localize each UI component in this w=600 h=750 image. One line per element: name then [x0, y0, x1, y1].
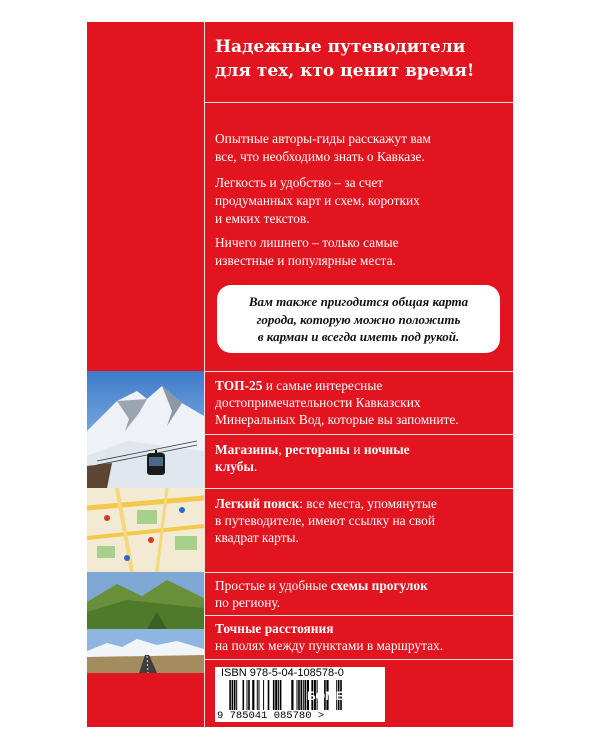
vertical-divider [204, 22, 205, 727]
barcode-bar [303, 680, 304, 710]
barcode-bar [247, 680, 248, 710]
feature-text: достопримечательности Кавказских [215, 395, 421, 410]
feature-text: по региону. [215, 595, 281, 610]
divider-headline [204, 102, 513, 103]
feature-bold: Точные расстояния [215, 621, 334, 636]
feature-text: квадрат карты. [215, 530, 299, 545]
feature-bold: ТОП-25 [215, 378, 263, 393]
intro-paragraph-1 [215, 130, 431, 166]
feature-bold: клубы [215, 459, 254, 474]
divider [204, 615, 513, 616]
barcode-bar [259, 680, 260, 710]
barcode-number: 9 785041 085780 > [217, 710, 325, 722]
feature-top25 [215, 377, 459, 428]
barcode-bar [301, 680, 303, 710]
feature-distances [215, 620, 443, 654]
feature-bold: Магазины [215, 442, 279, 457]
green-hills-photo [87, 572, 204, 629]
feature-text: : все места, упомянутые [299, 496, 437, 511]
feature-text: , [278, 442, 286, 457]
barcode-bar [298, 680, 300, 710]
feature-text: . [253, 459, 258, 474]
intro-line: Ничего лишнего – только самые [215, 235, 399, 250]
barcode-bar [252, 680, 254, 710]
publisher-logo: БОМБОРА [307, 689, 371, 703]
feature-text: и самые интересные [262, 378, 383, 393]
barcode-bar [278, 680, 279, 710]
feature-text: на полях между пунктами в маршрутах. [215, 638, 444, 653]
headline-line-1: Надежные путеводители [215, 37, 466, 57]
feature-text: Простые и удобные [215, 578, 331, 593]
divider [204, 488, 513, 489]
barcode-bar [232, 680, 234, 710]
road-photo [87, 629, 204, 673]
intro-paragraph-3 [215, 234, 399, 270]
feature-walks [215, 577, 428, 611]
intro-paragraph-2 [215, 174, 420, 228]
divider [204, 371, 513, 372]
barcode-bar [243, 680, 245, 710]
intro-line: продуманных карт и схем, коротких [215, 193, 420, 208]
feature-shops [215, 441, 410, 475]
headline-line-2: для тех, кто ценит время! [215, 61, 475, 81]
intro-line: Опытные авторы-гиды расскажут вам [215, 131, 431, 146]
note-line: в карман и всегда иметь под рукой. [257, 329, 460, 344]
headline [215, 35, 505, 83]
barcode-bar [273, 680, 275, 710]
barcode-bar [268, 680, 270, 710]
barcode-bar [280, 680, 282, 710]
intro-line: все, что необходимо знать о Кавказе. [215, 149, 425, 164]
barcode-bar [297, 680, 298, 710]
isbn-text: ISBN 978-5-04-108578-0 [221, 667, 344, 679]
note-line: Вам также пригодится общая карта [248, 294, 469, 309]
barcode-bar [291, 680, 293, 710]
feature-text: в путеводителе, имеют ссылку на свой [215, 513, 435, 528]
intro-line: и емких текстов. [215, 211, 310, 226]
barcode-bar [263, 680, 264, 710]
barcode-bar [257, 680, 258, 710]
barcode-bar [305, 680, 307, 710]
back-cover [87, 22, 513, 727]
barcode-bar [236, 680, 237, 710]
feature-bold: ночные [363, 442, 410, 457]
mountain-photo [87, 371, 204, 488]
feature-bold: Легкий поиск [215, 496, 300, 511]
barcode-bar [229, 680, 231, 710]
divider [204, 659, 513, 660]
feature-text: Минеральных Вод, которые вы запомните. [215, 412, 459, 427]
map-thumbnail [87, 488, 204, 572]
note-line: города, которую можно положить [256, 311, 461, 327]
feature-bold: схемы прогулок [330, 578, 428, 593]
barcode-bar [275, 680, 277, 710]
divider [204, 572, 513, 573]
intro-line: известные и популярные места. [215, 253, 396, 268]
feature-text: и [350, 442, 364, 457]
map-note-box [217, 285, 500, 353]
intro-line: Легкость и удобство – за счет [215, 175, 384, 190]
feature-search [215, 495, 437, 546]
barcode-bar [248, 680, 250, 710]
divider [204, 434, 513, 435]
feature-bold: рестораны [285, 442, 351, 457]
barcode-bar [234, 680, 236, 710]
